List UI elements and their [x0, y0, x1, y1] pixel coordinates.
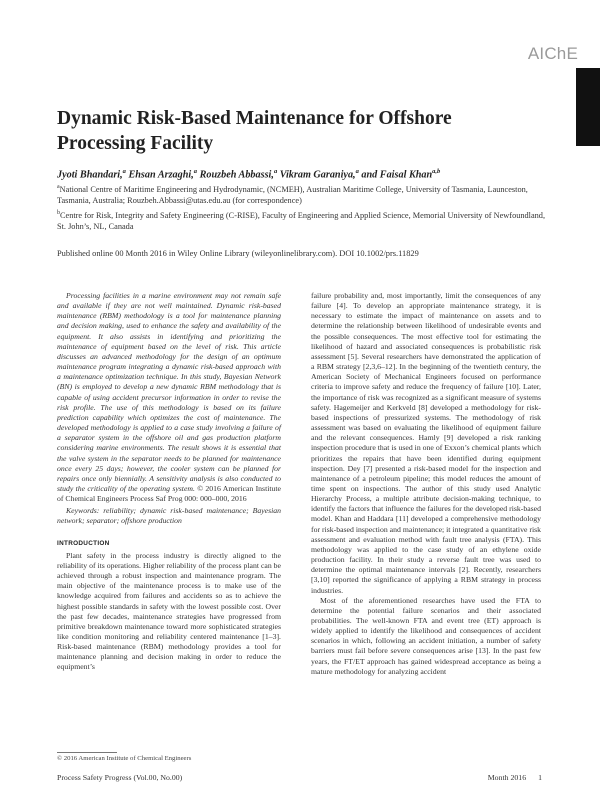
left-column — [57, 291, 281, 673]
copyright-footnote: © 2016 American Institute of Chemical Engineers — [57, 755, 192, 762]
aiche-brand-logo: AIChE — [527, 44, 578, 63]
affiliations — [57, 182, 552, 234]
author-affiliation-mark: a,b — [432, 168, 441, 175]
right-column — [311, 291, 541, 677]
author-affiliation-mark: a — [273, 168, 278, 175]
side-tab-marker — [576, 68, 600, 146]
abstract-copyright: © 2016 American Institute of Chemical Engineers Process Saf Prog 000: 000–000, 2016 — [57, 483, 281, 504]
affiliation-text: National Centre of Maritime Engineering and Hydrodynamic, (NCMEH), Australian Maritime College, University of Tasmania, Launceston, Tasmania, Australia; Rouzbeh.Abbassi@utas.edu.au (for correspondence) — [57, 184, 528, 205]
author-name: Ehsan Arzaghi, — [128, 169, 194, 181]
author-list — [57, 168, 557, 180]
abstract — [57, 291, 281, 504]
keywords: Keywords: reliability; dynamic risk-based maintenance; Bayesian network; separator; offshore production — [57, 506, 281, 526]
author-name: Jyoti Bhandari, — [57, 169, 123, 181]
affiliation-text: Centre for Risk, Integrity and Safety Engineering (C-RISE), Faculty of Engineering and Applied Science, Memorial University of Newfoundland, St. John’s, NL, Canada — [57, 210, 546, 232]
author-affiliation-mark: a — [193, 168, 198, 175]
affiliation-mark: b — [57, 210, 60, 217]
page-number: 1 — [538, 773, 542, 782]
introduction-paragraph: Plant safety in the process industry is directly aligned to the reliability of its operations. Higher reliability of the process plant can be achieved through a robust inspection and maintenance program. The main objective of the maintenance process is to make use of the knowledge acquired from failures and accidents so as to achieve the highest possible standards in safety with the lowest possible cost. Over the past few decades, maintenance strategies have progressed from primitive breakdown maintenance toward more sophisticated strategies like condition monitoring and reliability centered maintenance [1–3]. Risk-based maintenance (RBM) methodology provides a tool for maintenance planning and decision making in order to reduce the equipment’s — [57, 550, 281, 672]
affiliation-a — [57, 182, 552, 206]
body-paragraph: failure probability and, most importantly, limit the consequences of any failure [4]. To develop an appropriate maintenance strategy, it is necessary to estimate the impact of maintenance on assets and to determine the relationship between likelihood of undesirable events and the possible consequences. The most effective tool for estimating the likelihood of hazard and associated consequences is probabilistic risk assessment [5]. Several researchers have demonstrated the application of a RBM strategy [2,3,6–12]. In the beginning of the twentieth century, the American Society of Mechanical Engineers focused on performance criteria to improve safety and reduce the frequency of failure [10]. Later, the importance of risk was recognized as a significant measure of systems safety. Hagemeijer and Kerkveld [8] developed a methodology for risk-based inspections of pressurized systems. The methodology of risk assessment was based on evaluating the likelihood of equipment failure and the relevant consequences. Hamly [9] developed a risk ranking inspection procedure that is used in one of Exxon’s chemical plants which prioritizes the repairs that have been identified during equipment inspection. Dey [7] presented a risk-based model for the inspection and maintenance of a petroleum pipeline; this model reduces the amount of time spent on inspections. The author of this study used Analytic Hierarchy Process, a multiple attribute decision-making technique, to identify the factors that influence the failures for the developed risk-based model. Khan and Haddara [11] developed a comprehensive methodology for risk-based inspection and maintenance; it integrated a quantitative risk assessment and evaluation method with fault tree analysis (FTA). This methodology was applied to the case study of an ethylene oxide production facility. In their study a reverse fault tree was used to determine the optimal maintenance intervals [2]. Recently, researchers [3,10] reported the significance of applying a RBM strategy in process industries. — [311, 291, 541, 595]
abstract-text: Processing facilities in a marine environment may not remain safe and available if they are not well maintained. Dynamic risk-based maintenance (RBM) methodology is a tool for maintenance planning and decision making, used to enhance the safety and availability of the equipment. It also assists in identifying and prioritizing the maintenance of equipment based on the level of risk. This article discusses an advanced methodology for the design of an optimum maintenance program integrating a dynamic risk-based approach with a maintenance optimization technique. In this study, Bayesian Network (BN) is employed to develop a new dynamic RBM methodology that is capable of using accident precursor information in order to revise the risk profile. The use of this methodology is based on its failure prediction capability which optimizes the cost of maintenance. The developed methodology is applied to a case study involving a failure of a separator system in the offshore oil and gas production platform considering marine environments. The result shows it is essential that the valve system in the separator needs to be planned for maintenance once every 25 days; however, the cooler system can be planned for repairs once only biennially. A sensitivity analysis is also conducted to study the criticality of the operating system. — [57, 291, 281, 493]
author-affiliation-mark: a — [122, 168, 126, 175]
footer-journal: Process Safety Progress (Vol.00, No.00) — [57, 773, 183, 782]
introduction-heading: INTRODUCTION — [57, 539, 110, 547]
article-title: Dynamic Risk-Based Maintenance for Offshore Processing Facility — [57, 108, 452, 154]
author-name: and Faisal Khan — [361, 169, 433, 181]
affiliation-b — [57, 208, 552, 232]
author-name: Vikram Garaniya, — [279, 169, 356, 181]
publication-info: Published online 00 Month 2016 in Wiley Online Library (wileyonlinelibrary.com). DOI 10.1002/prs.11829 — [57, 249, 419, 258]
affiliation-mark: a — [57, 184, 60, 190]
body-paragraph: Most of the aforementioned researches have used the FTA to determine the potential failure scenarios and their associated probabilities. The well-known FTA and event tree (ET) approach is widely applied to identify the likelihood and consequences of accident scenarios in which, following an accident initiation, a number of safety barriers must fail before severe consequences arise [13]. In the past few years, the FT/ET approach has gained widespread acceptance as being a mature methodology for analyzing accident — [311, 595, 541, 676]
footnote-divider — [57, 752, 117, 753]
footer-right — [488, 773, 542, 782]
footer-date: Month 2016 — [487, 773, 527, 782]
author-name: Rouzbeh Abbassi, — [199, 169, 274, 181]
author-affiliation-mark: a — [355, 168, 359, 175]
